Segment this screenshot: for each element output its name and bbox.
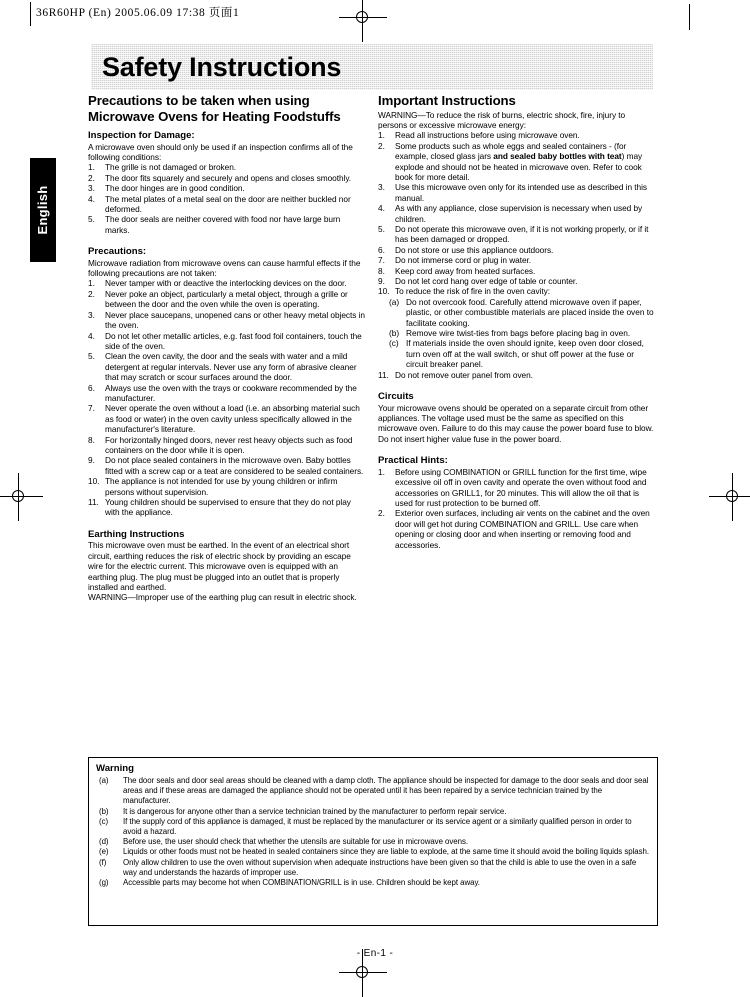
list-text: Young children should be supervised to ensure that they do not play with the appliance. <box>105 497 351 518</box>
list-text: Only allow children to use the oven without supervision when adequate instructions have been given so that the child is able to use the oven in a safe way and understands the hazards of improper use. <box>123 857 637 877</box>
list-item <box>88 310 366 331</box>
list-marker: 1. <box>378 130 385 141</box>
list-marker: 9. <box>88 455 95 466</box>
list-marker: 9. <box>378 276 385 286</box>
list-marker: 6. <box>378 244 385 255</box>
list-marker: 11. <box>88 497 99 507</box>
list-item <box>88 476 366 497</box>
list-item <box>378 276 656 286</box>
list-text: Liquids or other foods must not be heated in sealed containers since they are liable to explode, at the same time it should avoid the boiling liquids splash. <box>123 847 649 857</box>
list-marker: (c) <box>99 816 109 826</box>
list-text: Exterior oven surfaces, including air vents on the cabinet and the oven door will get hot during COMBINATION and GRILL. Use care when opening or closing door and when inserting or removing food and accessories. <box>395 508 650 550</box>
list-marker: 10. <box>88 476 100 487</box>
warning-box <box>88 757 658 926</box>
list-text: Accessible parts may become hot when COMBINATION/GRILL is in use. Children should be kept away. <box>123 878 480 888</box>
inspection-subheading: Inspection for Damage: <box>88 130 195 141</box>
warning-box-heading: Warning <box>96 763 135 774</box>
list-item <box>96 847 650 857</box>
list-text: If materials inside the oven should ignite, keep oven door closed, turn oven off at the wall switch, or shut off power at the fuse or circuit breaker panel. <box>406 338 644 370</box>
left-column-heading: Precautions to be taken when using Microwave Ovens for Heating Foodstuffs <box>88 93 341 124</box>
list-item <box>88 183 366 193</box>
list-text: The appliance is not intended for use by young children or infirm persons without supervision. <box>105 476 338 497</box>
list-text: The door seals are neither covered with food nor have large burn marks. <box>105 214 341 235</box>
circuits-subheading: Circuits <box>378 391 414 403</box>
precautions-subheading: Precautions: <box>88 246 147 258</box>
list-marker: 7. <box>378 255 385 266</box>
list-marker: 2. <box>378 508 385 519</box>
list-text: Before use, the user should check that whether the utensils are suitable for use in microwave ovens. <box>123 837 469 847</box>
page-title-band <box>91 44 653 90</box>
list-text: Do not immerse cord or plug in water. <box>395 255 532 266</box>
list-item <box>88 403 366 434</box>
list-text: Clean the oven cavity, the door and the seals with water and a mild detergent at regular intervals. Never use any form of abrasive cleaner that may scratch or scour surfaces around the door. <box>105 351 357 383</box>
list-marker: 5. <box>378 223 385 234</box>
list-item <box>88 383 366 404</box>
practical-hints-list <box>378 467 656 550</box>
list-text: It is dangerous for anyone other than a service technician trained by the manufacturer to perform repair service. <box>123 806 507 816</box>
list-item <box>378 224 656 245</box>
list-marker: (a) <box>99 776 109 785</box>
list-item <box>96 807 650 817</box>
list-text: Do not let other metallic articles, e.g. fast food foil containers, touch the side of the oven. <box>105 330 362 351</box>
list-text: To reduce the risk of fire in the oven cavity: <box>395 286 550 297</box>
list-marker: (d) <box>99 837 109 847</box>
list-text-post: ) may explode and should not be heated in microwave oven. Refer to cook book for more detail. <box>395 151 643 182</box>
important-instructions-list <box>378 130 656 297</box>
list-item <box>378 266 656 276</box>
right-column-heading: Important Instructions <box>378 93 516 108</box>
list-marker: 11. <box>378 369 389 380</box>
list-text: The door hinges are in good condition. <box>105 183 245 194</box>
list-item <box>378 286 656 296</box>
list-item <box>96 817 650 837</box>
right-column <box>378 93 656 550</box>
list-item <box>378 130 656 140</box>
list-marker: 7. <box>88 403 95 414</box>
list-marker: 10. <box>378 286 390 297</box>
list-text: For horizontally hinged doors, never rest heavy objects such as food containers on the door while it is open. <box>105 434 353 455</box>
list-marker: 3. <box>378 182 385 193</box>
list-item <box>88 162 366 172</box>
list-text: Do not operate this microwave oven, if it is not working properly, or if it has been damaged or dropped. <box>395 223 649 245</box>
list-text: Always use the oven with the trays or cookware recommended by the manufacturer. <box>105 382 357 403</box>
list-text: Never place saucepans, unopened cans or other heavy metal objects in the oven. <box>105 309 365 331</box>
registration-mark-left <box>8 486 30 508</box>
list-text: As with any appliance, close supervision is necessary when used by children. <box>395 203 643 224</box>
inspection-intro: A microwave oven should only be used if an inspection confirms all of the following conditions: <box>88 141 353 162</box>
list-marker: 5. <box>88 214 95 225</box>
list-text: Before using COMBINATION or GRILL function for the first time, wipe excessive oil off in oven cavity and operate the oven without food and accessories on GRILL1, for 20 minutes. This will allow the oil that is used for rust protection to be burned off. <box>395 466 647 508</box>
page-footer <box>0 948 750 959</box>
registration-mark-right <box>722 486 744 508</box>
list-text: The door fits squarely and securely and opens and closes smoothly. <box>105 172 352 183</box>
print-strip-divider <box>30 2 31 26</box>
registration-mark-bottom <box>352 962 374 984</box>
list-marker: (c) <box>389 338 399 349</box>
list-item <box>96 776 650 807</box>
list-marker: 2. <box>378 140 385 151</box>
list-item <box>378 467 656 509</box>
page-title: Safety Instructions <box>102 52 342 82</box>
list-item <box>378 182 656 203</box>
precautions-intro: Microwave radiation from microwave ovens can cause harmful effects if the following precautions are not taken: <box>88 257 361 279</box>
list-text: Do not let cord hang over edge of table or counter. <box>395 276 578 286</box>
important-warning-intro: WARNING—To reduce the risk of burns, electric shock, fire, injury to persons or excessive microwave energy: <box>378 109 626 130</box>
list-marker: (e) <box>99 847 109 857</box>
list-item <box>96 837 650 847</box>
list-text: Do not store or use this appliance outdoors. <box>395 244 554 255</box>
list-item <box>88 455 366 476</box>
list-item <box>378 255 656 265</box>
list-text-pre: Some products such as whole eggs and sealed containers - (for example, closed glass jars <box>395 140 627 162</box>
list-item <box>88 194 366 215</box>
list-marker: 5. <box>88 351 95 362</box>
list-text: Keep cord away from heated surfaces. <box>395 265 536 276</box>
print-strip-text: 36R60HP (En) 2005.06.09 17:38 页面1 <box>36 7 240 19</box>
list-marker: 8. <box>378 265 385 276</box>
list-item <box>88 435 366 456</box>
list-text: Use this microwave oven only for its intended use as described in this manual. <box>395 182 647 203</box>
oven-cavity-sub-list <box>378 297 656 370</box>
list-item <box>378 141 656 183</box>
earthing-subheading: Earthing Instructions <box>88 528 185 540</box>
page-number: - En-1 - <box>356 948 394 959</box>
list-marker: (b) <box>99 806 109 816</box>
list-text: Read all instructions before using microwave oven. <box>395 130 580 141</box>
list-item <box>88 351 366 382</box>
list-text: Do not remove outer panel from oven. <box>395 369 533 380</box>
practical-hints-subheading: Practical Hints: <box>378 455 448 467</box>
list-item <box>88 289 366 310</box>
language-tab-english <box>30 158 56 262</box>
list-marker: 6. <box>88 382 95 393</box>
list-marker: 1. <box>88 278 95 289</box>
list-text: Never tamper with or deactive the interlocking devices on the door. <box>105 278 347 289</box>
list-item <box>389 338 656 369</box>
list-item <box>88 331 366 352</box>
earthing-body: This microwave oven must be earthed. In the event of an electrical short circuit, earthing reduces the risk of electric shock by providing an escape wire for the electric current. This microwave oven is equipped with an earthing plug. The plug must be plugged into an outlet that is properly installed and earthed. <box>88 540 351 592</box>
list-text: The door seals and door seal areas should be cleaned with a damp cloth. The appliance should be inspected for damage to the door seals and door seal areas and if these areas are damaged the appliance should not be operated until it has been repaired by a service technician trained by the manufacturer. <box>123 776 649 806</box>
list-text: Do not overcook food. Carefully attend microwave oven if paper, plastic, or other combustible materials are placed inside the oven to facilitate cooking. <box>406 296 654 328</box>
left-column <box>88 93 366 603</box>
list-item <box>378 203 656 224</box>
warning-box-list <box>96 776 650 888</box>
list-marker: 1. <box>88 162 95 173</box>
list-item <box>88 173 366 183</box>
list-text: Remove wire twist-ties from bags before placing bag in oven. <box>406 328 631 339</box>
circuits-body: Your microwave ovens should be operated on a separate circuit from other appliances. The voltage used must be the same as specified on this microwave oven. Failure to do this may cause the power board fuse to blow. Do not insert higher value fuse in the power board. <box>378 402 654 444</box>
list-marker: (a) <box>389 296 400 307</box>
list-marker: 4. <box>88 193 95 204</box>
trim-line-right-top <box>689 4 690 30</box>
list-marker: 3. <box>88 183 95 194</box>
list-text-bold: and sealed baby bottles with teat <box>493 151 622 162</box>
list-marker: (f) <box>99 857 107 867</box>
list-item <box>88 278 366 288</box>
list-text: If the supply cord of this appliance is damaged, it must be replaced by the manufacturer or its service agent or a similarly qualified person in order to avoid a hazard. <box>123 816 632 837</box>
list-marker: 1. <box>378 466 385 477</box>
inspection-list <box>88 162 366 235</box>
list-item <box>378 508 656 550</box>
list-marker: 2. <box>88 288 95 299</box>
list-text: The grille is not damaged or broken. <box>105 162 237 173</box>
language-tab-label: English <box>35 185 50 235</box>
list-item <box>389 328 656 338</box>
precautions-list <box>88 278 366 517</box>
list-text: The metal plates of a metal seal on the door are neither buckled nor deformed. <box>105 193 351 214</box>
list-text: Never operate the oven without a load (i.e. an absorbing material such as food or water) in the oven cavity unless specifically allowed in the manufacturer's literature. <box>105 403 360 435</box>
list-item <box>96 858 650 878</box>
list-marker: 4. <box>378 203 385 214</box>
list-item <box>389 297 656 328</box>
list-item <box>378 370 656 380</box>
list-marker: 2. <box>88 172 95 183</box>
registration-mark-top <box>352 7 374 29</box>
list-marker: 8. <box>88 434 95 445</box>
list-item <box>378 245 656 255</box>
earthing-warning: WARNING—Improper use of the earthing plug can result in electric shock. <box>88 592 357 603</box>
important-instructions-list-tail <box>378 370 656 380</box>
list-text: Do not place sealed containers in the microwave oven. Baby bottles fitted with a screw cap or a teat are considered to be sealed containers. <box>105 455 364 476</box>
list-marker: 3. <box>88 309 95 320</box>
list-item <box>88 497 366 518</box>
list-item <box>96 878 650 888</box>
list-marker: (b) <box>389 328 400 339</box>
list-text: Never poke an object, particularly a metal object, through a grille or between the door and the oven while the oven is operating. <box>105 288 348 310</box>
list-item <box>88 214 366 235</box>
list-marker: (g) <box>99 878 109 888</box>
list-marker: 4. <box>88 330 95 341</box>
